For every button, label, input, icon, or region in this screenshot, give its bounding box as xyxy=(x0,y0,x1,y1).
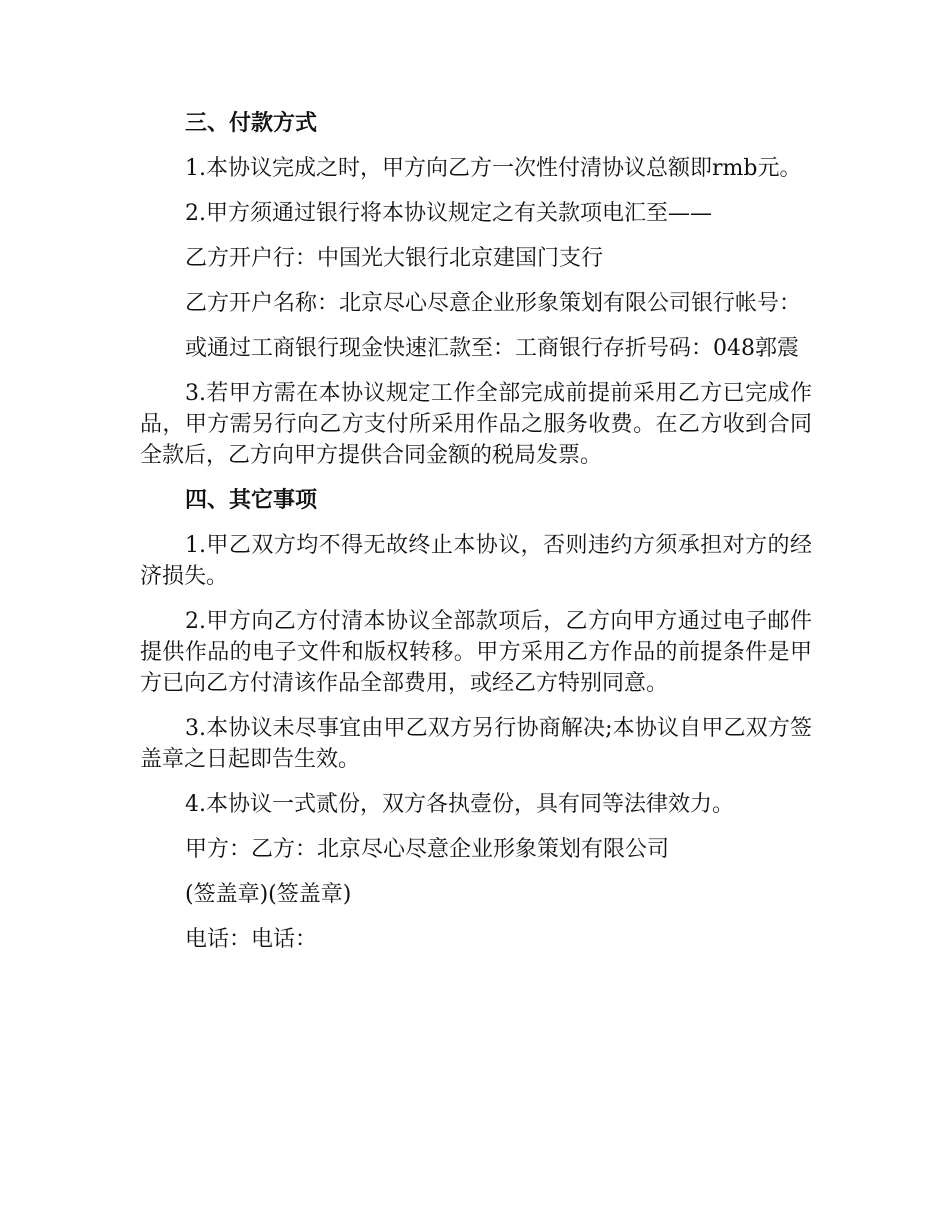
paragraph-bank-name: 乙方开户行：中国光大银行北京建国门支行 xyxy=(185,246,604,271)
signature-parties: 甲方：乙方：北京尽心尽意企业形象策划有限公司 xyxy=(185,837,670,862)
section-heading-payment: 三、付款方式 xyxy=(185,110,318,136)
paragraph-account-name: 乙方开户名称：北京尽心尽意企业形象策划有限公司银行帐号： xyxy=(185,291,802,316)
signature-phone: 电话：电话： xyxy=(185,927,318,952)
section-heading-other: 四、其它事项 xyxy=(185,487,318,513)
paragraph-payment-1: 1.本协议完成之时，甲方向乙方一次性付清协议总额即rmb元。 xyxy=(185,156,802,181)
document-page xyxy=(140,108,812,969)
paragraph-other-2: 2.甲方向乙方付清本协议全部款项后，乙方向甲方通过电子邮件提供作品的电子文件和版权转移。甲方采用乙方作品的前提条件是甲方已向乙方付清该作品全部费用，或经乙方特别同意。 xyxy=(140,609,812,696)
paragraph-other-3: 3.本协议未尽事宜由甲乙双方另行协商解决;本协议自甲乙双方签盖章之日起即告生效。 xyxy=(140,716,812,772)
paragraph-payment-3: 3.若甲方需在本协议规定工作全部完成前提前采用乙方已完成作品，甲方需另行向乙方支付所采用作品之服务收费。在乙方收到合同全款后，乙方向甲方提供合同金额的税局发票。 xyxy=(140,381,812,468)
paragraph-other-4: 4.本协议一式贰份，双方各执壹份，具有同等法律效力。 xyxy=(185,792,734,817)
paragraph-other-1: 1.甲乙双方均不得无故终止本协议，否则违约方须承担对方的经济损失。 xyxy=(140,533,812,589)
signature-seal: (签盖章)(签盖章) xyxy=(185,882,352,907)
paragraph-icbc-transfer: 或通过工商银行现金快速汇款至：工商银行存折号码：048郭震 xyxy=(185,336,799,361)
paragraph-payment-2: 2.甲方须通过银行将本协议规定之有关款项电汇至—— xyxy=(185,201,712,226)
